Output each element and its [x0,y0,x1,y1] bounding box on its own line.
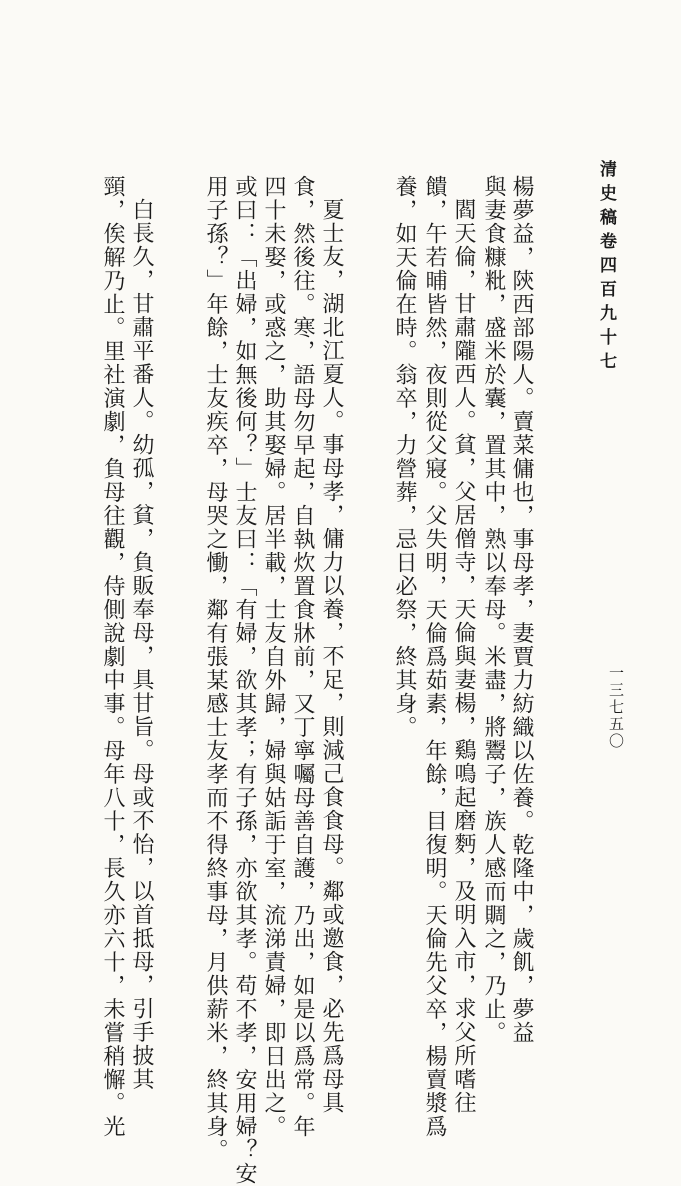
text-column-3: 閻天倫，甘肅隴西人。貧，父居僧寺，天倫與妻楊，鷄鳴起磨麪，及明入市，求父所嗜往 [451,198,476,1115]
text-column-6: 夏士友，湖北江夏人。事母孝，傭力以養，不足，則減己食食母。鄰或邀食，必先爲母具 [319,198,344,1115]
text-column-7: 食，然後往。寒，語母勿早起，自執炊置食牀前，又丁寧囑母善自護，乃出，如是以爲常。年 [290,175,315,1139]
page-number: 一三七五〇 [607,665,625,750]
text-column-9: 或曰：「出婦，如無後何？」士友曰：「有婦，欲其孝；有子孫，亦欲其孝。苟不孝，安用婦？安 [232,175,257,1186]
text-column-2: 與妻食糠粃，盛米於囊，置其中，熟以奉母。米盡，將鬻子，族人感而賙之，乃止。 [481,175,506,1045]
text-column-4: 饋，午若晡皆然，夜則從父寢。父失明，天倫爲茹素，年餘，目復明。天倫先父卒，楊賣漿爲 [422,175,447,1139]
text-column-11: 白長久，甘肅平番人。幼孤，貧，負販奉母，具甘旨。母或不怡，以首抵母，引手披其 [129,198,154,1091]
text-column-1: 楊夢益，陝西部陽人。賣菜傭也，事母孝，妻賈力紡織以佐養。乾隆中，歲飢，夢益 [509,175,534,1045]
text-column-8: 四十未娶，或惑之，助其娶婦。居半載，士友自外歸，婦與姑詬于室，流涕責婦，即日出之。 [261,175,286,1139]
running-header-title: 清史稿卷四百九十七 [596,160,616,376]
text-column-10: 用子孫？」年餘，士友疾卒，母哭之慟，鄰有張某感士友孝而不得終事母，月供薪米，終其身。 [203,175,228,1162]
text-column-5: 養，如天倫在時。翁卒，力營葬，忌日必祭，終其身。 [392,175,417,739]
text-column-12: 頸，俟解乃止。里社演劇，負母往觀，侍側說劇中事。母年八十，長久亦六十，未嘗稍懈。光 [100,175,125,1139]
